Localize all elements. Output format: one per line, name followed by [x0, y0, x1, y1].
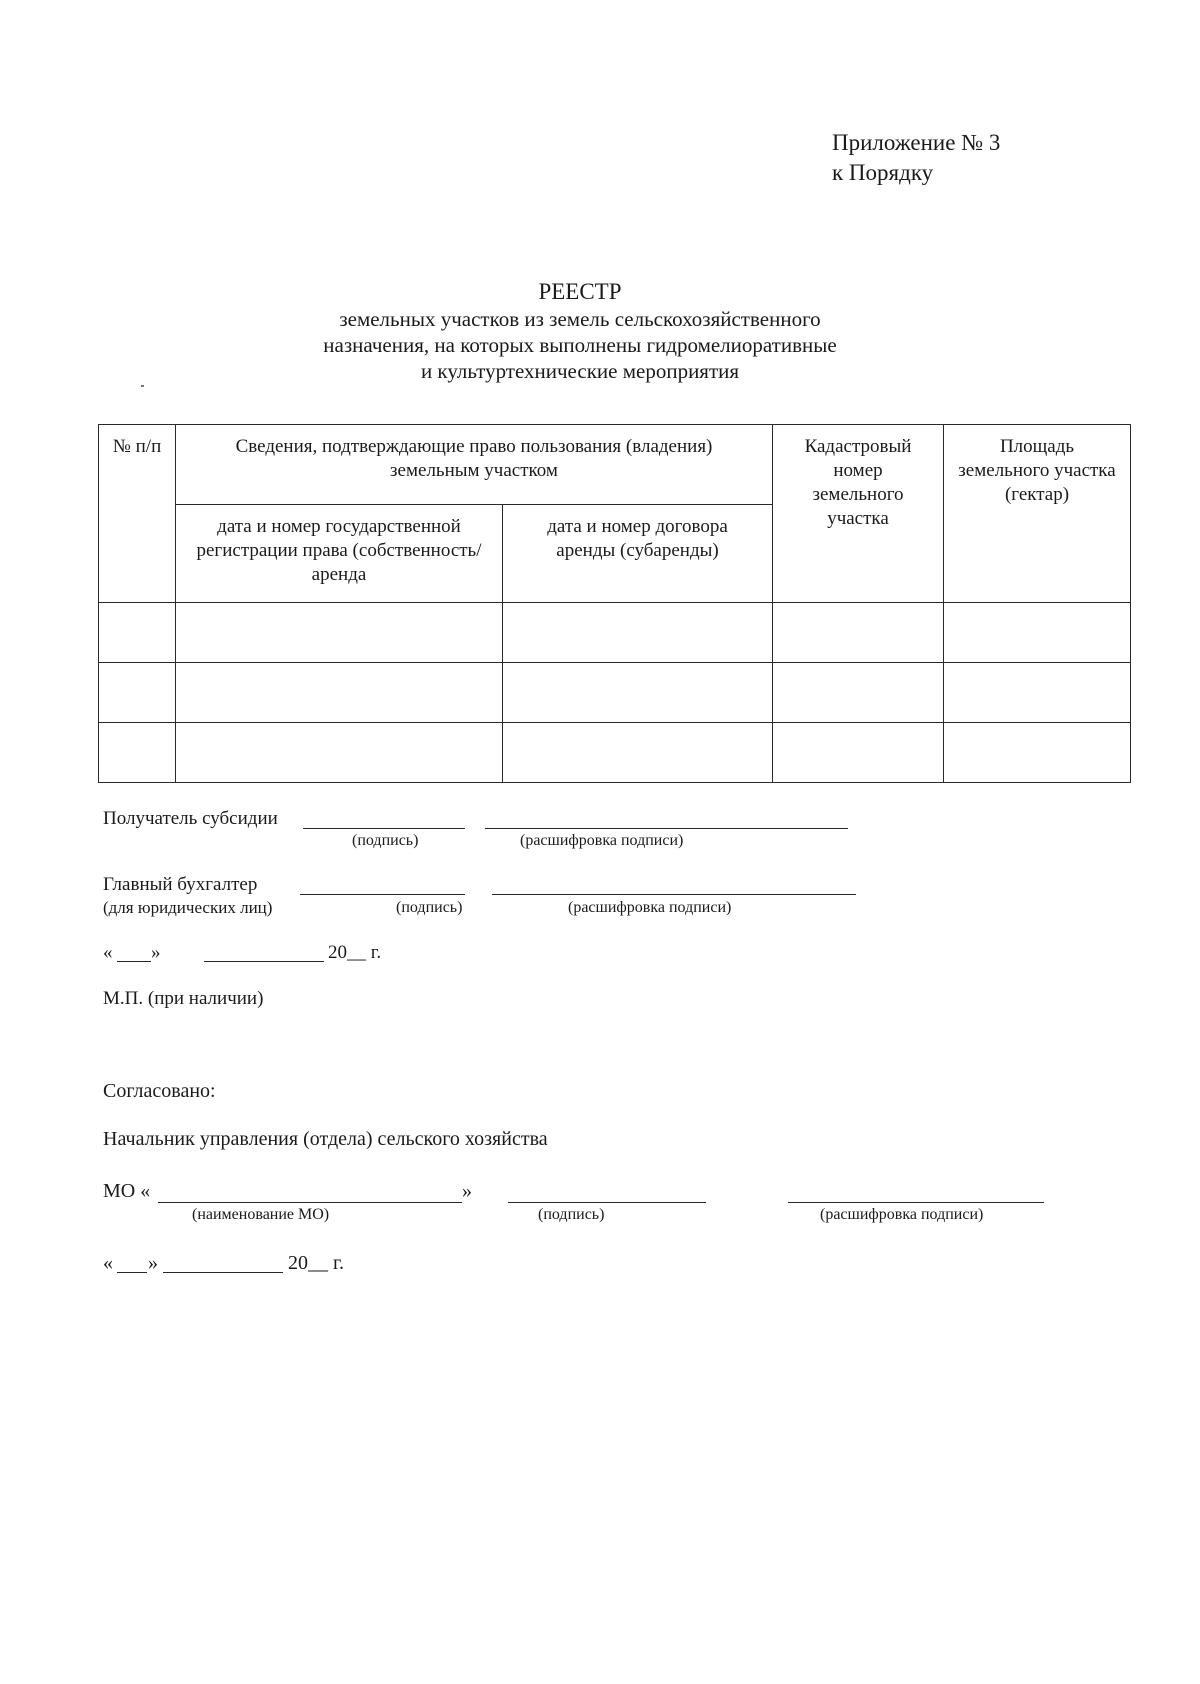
- accountant-decode-caption: (расшифровка подписи): [568, 899, 732, 916]
- table-row: [99, 603, 1131, 663]
- registry-table: [98, 424, 1131, 783]
- table-cell: [944, 663, 1131, 723]
- appendix-header: [832, 128, 1000, 188]
- scan-speck: [141, 385, 144, 387]
- title-line-1: земельных участков из земель сельскохозяйственного: [339, 307, 821, 331]
- appendix-line-2: к Порядку: [832, 160, 934, 185]
- title-line-2: назначения, на которых выполнены гидромелиоративные: [323, 333, 837, 357]
- head-sign-line: [508, 1202, 706, 1203]
- accountant-sublabel: (для юридических лиц): [103, 898, 273, 917]
- agreed-label: Согласовано:: [103, 1080, 216, 1102]
- table-cell: [773, 723, 944, 783]
- date2-open-quote: «: [103, 1252, 113, 1274]
- recipient-decode-caption: (расшифровка подписи): [520, 832, 684, 849]
- date1-day-line: [117, 961, 151, 962]
- table-cell: [773, 663, 944, 723]
- table-cell: [773, 603, 944, 663]
- date2-month-line: [163, 1272, 283, 1273]
- header-rights: Сведения, подтверждающие право пользования (владения) земельным участком: [176, 425, 773, 505]
- header-lease: дата и номер договора аренды (субаренды): [503, 505, 773, 603]
- head-title: Начальник управления (отдела) сельского хозяйства: [103, 1128, 548, 1150]
- title-line-3: и культуртехнические мероприятия: [420, 359, 740, 383]
- table-cell: [176, 603, 503, 663]
- table-cell: [176, 723, 503, 783]
- head-decode-line: [788, 1202, 1044, 1203]
- table-cell: [503, 723, 773, 783]
- stamp-label: М.П. (при наличии): [103, 988, 264, 1009]
- accountant-sign-line: [300, 894, 465, 895]
- table-cell: [503, 603, 773, 663]
- table-cell: [944, 603, 1131, 663]
- table-cell: [99, 603, 176, 663]
- table-row: [99, 723, 1131, 783]
- table-row: [99, 663, 1131, 723]
- recipient-sign-line: [303, 828, 465, 829]
- head-sign-caption: (подпись): [538, 1206, 605, 1223]
- mo-prefix: МО «: [103, 1180, 151, 1202]
- date1-open-quote: «: [103, 942, 113, 963]
- header-cadastral: Кадастровый номер земельного участка: [773, 425, 944, 603]
- document-title: [0, 278, 1160, 384]
- header-number: № п/п: [99, 425, 176, 603]
- table-cell: [99, 723, 176, 783]
- date1-year: 20__ г.: [328, 942, 382, 963]
- recipient-sign-caption: (подпись): [352, 832, 419, 849]
- header-registration: дата и номер государственной регистрации права (собственность/аренда: [176, 505, 503, 603]
- title-main: РЕЕСТР: [538, 279, 622, 304]
- date2-close-quote: »: [148, 1252, 158, 1274]
- accountant-decode-line: [492, 894, 856, 895]
- table-cell: [503, 663, 773, 723]
- accountant-label: Главный бухгалтер: [103, 874, 258, 895]
- mo-name-line: [158, 1202, 462, 1203]
- mo-caption: (наименование МО): [192, 1206, 330, 1223]
- table-cell: [99, 663, 176, 723]
- table-cell: [944, 723, 1131, 783]
- header-area: Площадь земельного участка (гектар): [944, 425, 1131, 603]
- recipient-decode-line: [485, 828, 848, 829]
- recipient-label: Получатель субсидии: [103, 808, 278, 829]
- appendix-line-1: Приложение № 3: [832, 130, 1001, 155]
- date1-close-quote: »: [151, 942, 161, 963]
- date2-day-line: [117, 1272, 147, 1273]
- accountant-sign-caption: (подпись): [396, 899, 463, 916]
- head-decode-caption: (расшифровка подписи): [820, 1206, 984, 1223]
- mo-close-quote: »: [462, 1180, 472, 1202]
- table-cell: [176, 663, 503, 723]
- date1-month-line: [204, 961, 324, 962]
- table-header-row-1: [99, 425, 1131, 505]
- date2-year: 20__ г.: [288, 1252, 344, 1274]
